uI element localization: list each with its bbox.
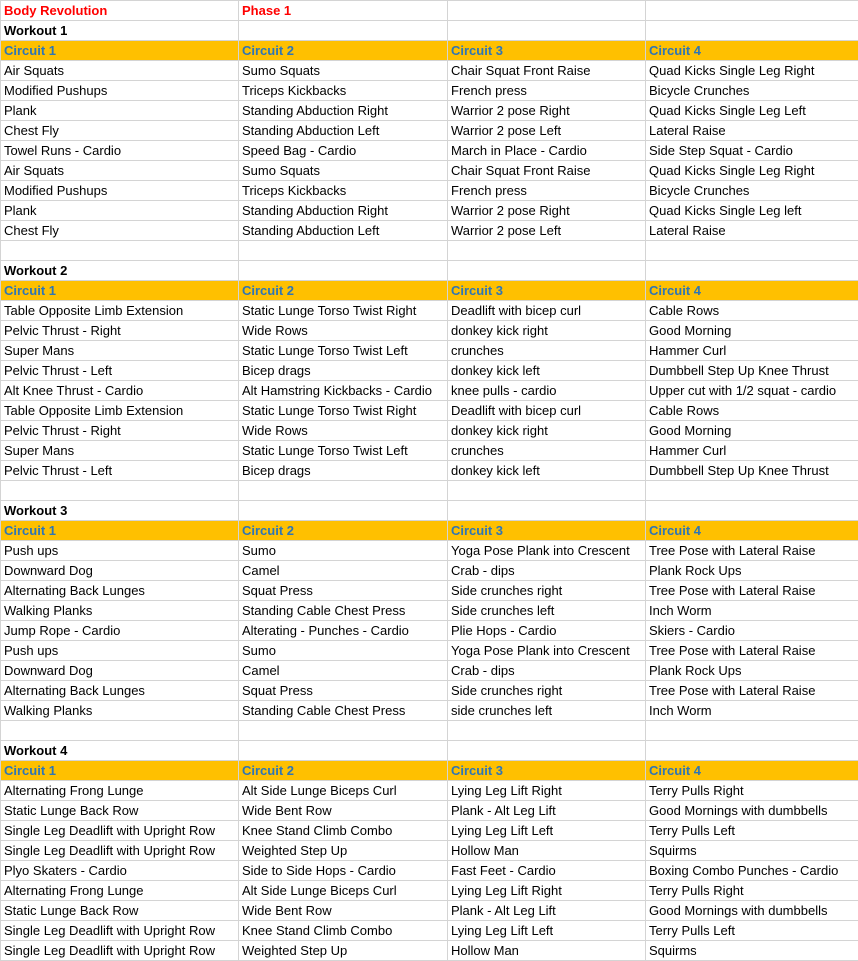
exercise-cell[interactable]: Good Mornings with dumbbells bbox=[646, 801, 858, 821]
exercise-row bbox=[1, 781, 858, 801]
exercise-cell[interactable]: March in Place - Cardio bbox=[448, 141, 646, 161]
exercise-cell[interactable]: Static Lunge Torso Twist Right bbox=[239, 301, 448, 321]
exercise-cell[interactable]: Deadlift with bicep curl bbox=[448, 301, 646, 321]
exercise-cell[interactable]: Side crunches left bbox=[448, 601, 646, 621]
exercise-cell[interactable]: Single Leg Deadlift with Upright Row bbox=[1, 841, 239, 861]
exercise-cell[interactable]: Squat Press bbox=[239, 581, 448, 601]
exercise-cell[interactable]: Alt Hamstring Kickbacks - Cardio bbox=[239, 381, 448, 401]
exercise-cell[interactable]: Plank Rock Ups bbox=[646, 561, 858, 581]
exercise-cell[interactable]: Knee Stand Climb Combo bbox=[239, 821, 448, 841]
exercise-row bbox=[1, 561, 858, 581]
exercise-cell[interactable]: Skiers - Cardio bbox=[646, 621, 858, 641]
spacer-row bbox=[1, 241, 858, 261]
exercise-cell[interactable]: Quad Kicks Single Leg Right bbox=[646, 161, 858, 181]
exercise-cell[interactable]: Wide Rows bbox=[239, 321, 448, 341]
empty-cell[interactable] bbox=[646, 241, 858, 261]
exercise-row bbox=[1, 921, 858, 941]
empty-cell[interactable] bbox=[448, 501, 646, 521]
exercise-cell[interactable]: Lateral Raise bbox=[646, 121, 858, 141]
exercise-cell[interactable]: Squirms bbox=[646, 941, 858, 961]
exercise-row bbox=[1, 441, 858, 461]
circuit-header-row bbox=[1, 521, 858, 541]
exercise-cell[interactable]: Hollow Man bbox=[448, 841, 646, 861]
exercise-cell[interactable]: Jump Rope - Cardio bbox=[1, 621, 239, 641]
empty-cell[interactable] bbox=[646, 1, 858, 21]
exercise-cell[interactable]: Plyo Skaters - Cardio bbox=[1, 861, 239, 881]
exercise-cell[interactable]: Lying Leg Lift Right bbox=[448, 881, 646, 901]
exercise-cell[interactable]: Tree Pose with Lateral Raise bbox=[646, 681, 858, 701]
circuit-header-row bbox=[1, 281, 858, 301]
exercise-cell[interactable]: Single Leg Deadlift with Upright Row bbox=[1, 821, 239, 841]
exercise-cell[interactable]: Lying Leg Lift Left bbox=[448, 921, 646, 941]
exercise-cell[interactable]: Good Mornings with dumbbells bbox=[646, 901, 858, 921]
exercise-cell[interactable]: crunches bbox=[448, 441, 646, 461]
exercise-cell[interactable]: Alternating Back Lunges bbox=[1, 581, 239, 601]
exercise-cell[interactable]: Inch Worm bbox=[646, 701, 858, 721]
exercise-cell[interactable]: Warrior 2 pose Right bbox=[448, 101, 646, 121]
empty-cell[interactable] bbox=[646, 481, 858, 501]
exercise-cell[interactable]: Side Step Squat - Cardio bbox=[646, 141, 858, 161]
exercise-row bbox=[1, 81, 858, 101]
exercise-cell[interactable]: Pelvic Thrust - Right bbox=[1, 421, 239, 441]
empty-cell[interactable] bbox=[1, 481, 239, 501]
exercise-row bbox=[1, 901, 858, 921]
exercise-cell[interactable]: Plie Hops - Cardio bbox=[448, 621, 646, 641]
exercise-cell[interactable]: Good Morning bbox=[646, 321, 858, 341]
exercise-cell[interactable]: Crab - dips bbox=[448, 561, 646, 581]
empty-cell[interactable] bbox=[646, 741, 858, 761]
exercise-cell[interactable]: Single Leg Deadlift with Upright Row bbox=[1, 941, 239, 961]
exercise-row bbox=[1, 861, 858, 881]
exercise-cell[interactable]: Bicycle Crunches bbox=[646, 181, 858, 201]
exercise-row bbox=[1, 581, 858, 601]
exercise-cell[interactable]: Terry Pulls Left bbox=[646, 921, 858, 941]
exercise-cell[interactable]: Tree Pose with Lateral Raise bbox=[646, 581, 858, 601]
exercise-cell[interactable]: Pelvic Thrust - Right bbox=[1, 321, 239, 341]
exercise-cell[interactable]: Wide Bent Row bbox=[239, 801, 448, 821]
circuit-header-4[interactable]: Circuit 4 bbox=[646, 761, 858, 781]
exercise-cell[interactable]: Wide Bent Row bbox=[239, 901, 448, 921]
exercise-row bbox=[1, 881, 858, 901]
circuit-header-row bbox=[1, 41, 858, 61]
exercise-cell[interactable]: Side crunches right bbox=[448, 681, 646, 701]
empty-cell[interactable] bbox=[448, 21, 646, 41]
exercise-cell[interactable]: Inch Worm bbox=[646, 601, 858, 621]
exercise-row bbox=[1, 601, 858, 621]
exercise-cell[interactable]: Wide Rows bbox=[239, 421, 448, 441]
exercise-cell[interactable]: Dumbbell Step Up Knee Thrust bbox=[646, 461, 858, 481]
exercise-cell[interactable]: Weighted Step Up bbox=[239, 841, 448, 861]
circuit-header-4[interactable]: Circuit 4 bbox=[646, 281, 858, 301]
exercise-row bbox=[1, 201, 858, 221]
exercise-row bbox=[1, 541, 858, 561]
circuit-header-2[interactable]: Circuit 2 bbox=[239, 41, 448, 61]
circuit-header-3[interactable]: Circuit 3 bbox=[448, 761, 646, 781]
empty-cell[interactable] bbox=[448, 481, 646, 501]
empty-cell[interactable] bbox=[646, 501, 858, 521]
exercise-cell[interactable]: Warrior 2 pose Left bbox=[448, 221, 646, 241]
circuit-header-1[interactable]: Circuit 1 bbox=[1, 521, 239, 541]
exercise-cell[interactable]: Terry Pulls Right bbox=[646, 781, 858, 801]
exercise-cell[interactable]: Pelvic Thrust - Left bbox=[1, 361, 239, 381]
empty-cell[interactable] bbox=[239, 501, 448, 521]
exercise-cell[interactable]: Plank bbox=[1, 201, 239, 221]
circuit-header-1[interactable]: Circuit 1 bbox=[1, 41, 239, 61]
exercise-cell[interactable]: Table Opposite Limb Extension bbox=[1, 301, 239, 321]
exercise-cell[interactable]: Static Lunge Back Row bbox=[1, 801, 239, 821]
exercise-cell[interactable]: Bicep drags bbox=[239, 461, 448, 481]
exercise-cell[interactable]: Cable Rows bbox=[646, 401, 858, 421]
exercise-cell[interactable]: Super Mans bbox=[1, 341, 239, 361]
workout-header-row bbox=[1, 261, 858, 281]
exercise-cell[interactable]: Alt Knee Thrust - Cardio bbox=[1, 381, 239, 401]
exercise-cell[interactable]: Camel bbox=[239, 661, 448, 681]
exercise-row bbox=[1, 621, 858, 641]
exercise-cell[interactable]: Sumo Squats bbox=[239, 161, 448, 181]
exercise-cell[interactable]: Hammer Curl bbox=[646, 341, 858, 361]
exercise-cell[interactable]: Good Morning bbox=[646, 421, 858, 441]
exercise-cell[interactable]: donkey kick left bbox=[448, 461, 646, 481]
exercise-cell[interactable]: Squat Press bbox=[239, 681, 448, 701]
title-row bbox=[1, 1, 858, 21]
exercise-cell[interactable]: Deadlift with bicep curl bbox=[448, 401, 646, 421]
circuit-header-3[interactable]: Circuit 3 bbox=[448, 41, 646, 61]
empty-cell[interactable] bbox=[1, 241, 239, 261]
workout-header-row bbox=[1, 21, 858, 41]
exercise-cell[interactable]: Quad Kicks Single Leg Left bbox=[646, 101, 858, 121]
exercise-cell[interactable]: Knee Stand Climb Combo bbox=[239, 921, 448, 941]
sheet-body bbox=[1, 1, 858, 961]
exercise-cell[interactable]: Alt Side Lunge Biceps Curl bbox=[239, 781, 448, 801]
exercise-cell[interactable]: Alternating Frong Lunge bbox=[1, 781, 239, 801]
sheet-title[interactable]: Body Revolution bbox=[1, 1, 239, 21]
exercise-cell[interactable]: Static Lunge Torso Twist Left bbox=[239, 341, 448, 361]
exercise-row bbox=[1, 321, 858, 341]
exercise-cell[interactable]: Quad Kicks Single Leg left bbox=[646, 201, 858, 221]
exercise-cell[interactable]: Lying Leg Lift Right bbox=[448, 781, 646, 801]
exercise-row bbox=[1, 61, 858, 81]
exercise-cell[interactable]: Air Squats bbox=[1, 161, 239, 181]
empty-cell[interactable] bbox=[1, 721, 239, 741]
exercise-cell[interactable]: Bicycle Crunches bbox=[646, 81, 858, 101]
exercise-cell[interactable]: Chair Squat Front Raise bbox=[448, 161, 646, 181]
empty-cell[interactable] bbox=[239, 481, 448, 501]
exercise-row bbox=[1, 941, 858, 961]
exercise-cell[interactable]: Chest Fly bbox=[1, 221, 239, 241]
workout-header-row bbox=[1, 741, 858, 761]
workout-name[interactable]: Workout 1 bbox=[1, 21, 239, 41]
exercise-cell[interactable]: Plank Rock Ups bbox=[646, 661, 858, 681]
exercise-cell[interactable]: Weighted Step Up bbox=[239, 941, 448, 961]
exercise-cell[interactable]: Yoga Pose Plank into Crescent bbox=[448, 641, 646, 661]
exercise-row bbox=[1, 221, 858, 241]
exercise-cell[interactable]: Squirms bbox=[646, 841, 858, 861]
exercise-cell[interactable]: Camel bbox=[239, 561, 448, 581]
exercise-cell[interactable]: Alternating Back Lunges bbox=[1, 681, 239, 701]
exercise-cell[interactable]: Sumo Squats bbox=[239, 61, 448, 81]
exercise-cell[interactable]: Side crunches right bbox=[448, 581, 646, 601]
exercise-cell[interactable]: Sumo bbox=[239, 541, 448, 561]
phase-label[interactable]: Phase 1 bbox=[239, 1, 448, 21]
exercise-cell[interactable]: Standing Abduction Right bbox=[239, 201, 448, 221]
exercise-cell[interactable]: Terry Pulls Left bbox=[646, 821, 858, 841]
exercise-row bbox=[1, 821, 858, 841]
exercise-cell[interactable]: donkey kick left bbox=[448, 361, 646, 381]
exercise-cell[interactable]: Bicep drags bbox=[239, 361, 448, 381]
exercise-cell[interactable]: Plank - Alt Leg Lift bbox=[448, 801, 646, 821]
exercise-row bbox=[1, 681, 858, 701]
circuit-header-4[interactable]: Circuit 4 bbox=[646, 521, 858, 541]
exercise-row bbox=[1, 161, 858, 181]
exercise-cell[interactable]: Standing Abduction Left bbox=[239, 221, 448, 241]
exercise-cell[interactable]: Alternating Frong Lunge bbox=[1, 881, 239, 901]
exercise-row bbox=[1, 701, 858, 721]
exercise-cell[interactable]: Single Leg Deadlift with Upright Row bbox=[1, 921, 239, 941]
empty-cell[interactable] bbox=[448, 1, 646, 21]
exercise-cell[interactable]: Upper cut with 1/2 squat - cardio bbox=[646, 381, 858, 401]
exercise-cell[interactable]: Lateral Raise bbox=[646, 221, 858, 241]
exercise-cell[interactable]: Crab - dips bbox=[448, 661, 646, 681]
exercise-cell[interactable]: Downward Dog bbox=[1, 661, 239, 681]
exercise-cell[interactable]: Tree Pose with Lateral Raise bbox=[646, 641, 858, 661]
empty-cell[interactable] bbox=[646, 261, 858, 281]
empty-cell[interactable] bbox=[239, 21, 448, 41]
exercise-cell[interactable]: Walking Planks bbox=[1, 601, 239, 621]
empty-cell[interactable] bbox=[646, 721, 858, 741]
exercise-cell[interactable]: side crunches left bbox=[448, 701, 646, 721]
exercise-cell[interactable]: Chair Squat Front Raise bbox=[448, 61, 646, 81]
exercise-cell[interactable]: Standing Abduction Left bbox=[239, 121, 448, 141]
exercise-cell[interactable]: Pelvic Thrust - Left bbox=[1, 461, 239, 481]
empty-cell[interactable] bbox=[239, 241, 448, 261]
empty-cell[interactable] bbox=[448, 261, 646, 281]
exercise-cell[interactable]: Cable Rows bbox=[646, 301, 858, 321]
exercise-cell[interactable]: crunches bbox=[448, 341, 646, 361]
exercise-cell[interactable]: French press bbox=[448, 81, 646, 101]
exercise-cell[interactable]: Hollow Man bbox=[448, 941, 646, 961]
exercise-cell[interactable]: Static Lunge Back Row bbox=[1, 901, 239, 921]
circuit-header-4[interactable]: Circuit 4 bbox=[646, 41, 858, 61]
exercise-row bbox=[1, 101, 858, 121]
exercise-cell[interactable]: Standing Cable Chest Press bbox=[239, 601, 448, 621]
exercise-cell[interactable]: Triceps Kickbacks bbox=[239, 81, 448, 101]
exercise-cell[interactable]: Air Squats bbox=[1, 61, 239, 81]
exercise-cell[interactable]: Yoga Pose Plank into Crescent bbox=[448, 541, 646, 561]
spacer-row bbox=[1, 721, 858, 741]
exercise-cell[interactable]: Modified Pushups bbox=[1, 81, 239, 101]
exercise-cell[interactable]: Static Lunge Torso Twist Right bbox=[239, 401, 448, 421]
exercise-cell[interactable]: Push ups bbox=[1, 641, 239, 661]
exercise-cell[interactable]: Super Mans bbox=[1, 441, 239, 461]
exercise-cell[interactable]: Modified Pushups bbox=[1, 181, 239, 201]
exercise-cell[interactable]: Push ups bbox=[1, 541, 239, 561]
circuit-header-2[interactable]: Circuit 2 bbox=[239, 521, 448, 541]
circuit-header-row bbox=[1, 761, 858, 781]
exercise-cell[interactable]: Alterating - Punches - Cardio bbox=[239, 621, 448, 641]
empty-cell[interactable] bbox=[448, 721, 646, 741]
exercise-row bbox=[1, 341, 858, 361]
empty-cell[interactable] bbox=[448, 241, 646, 261]
exercise-row bbox=[1, 301, 858, 321]
exercise-cell[interactable]: Lying Leg Lift Left bbox=[448, 821, 646, 841]
empty-cell[interactable] bbox=[239, 721, 448, 741]
workout-name[interactable]: Workout 3 bbox=[1, 501, 239, 521]
workout-name[interactable]: Workout 2 bbox=[1, 261, 239, 281]
empty-cell[interactable] bbox=[448, 741, 646, 761]
exercise-cell[interactable]: Speed Bag - Cardio bbox=[239, 141, 448, 161]
exercise-row bbox=[1, 421, 858, 441]
spacer-row bbox=[1, 481, 858, 501]
exercise-cell[interactable]: knee pulls - cardio bbox=[448, 381, 646, 401]
exercise-cell[interactable]: Sumo bbox=[239, 641, 448, 661]
exercise-row bbox=[1, 801, 858, 821]
circuit-header-3[interactable]: Circuit 3 bbox=[448, 281, 646, 301]
exercise-row bbox=[1, 841, 858, 861]
exercise-cell[interactable]: Warrior 2 pose Left bbox=[448, 121, 646, 141]
exercise-cell[interactable]: Hammer Curl bbox=[646, 441, 858, 461]
exercise-cell[interactable]: Boxing Combo Punches - Cardio bbox=[646, 861, 858, 881]
exercise-cell[interactable]: Standing Cable Chest Press bbox=[239, 701, 448, 721]
exercise-cell[interactable]: Downward Dog bbox=[1, 561, 239, 581]
circuit-header-3[interactable]: Circuit 3 bbox=[448, 521, 646, 541]
exercise-cell[interactable]: Table Opposite Limb Extension bbox=[1, 401, 239, 421]
circuit-header-2[interactable]: Circuit 2 bbox=[239, 281, 448, 301]
exercise-cell[interactable]: Towel Runs - Cardio bbox=[1, 141, 239, 161]
exercise-cell[interactable]: Warrior 2 pose Right bbox=[448, 201, 646, 221]
exercise-cell[interactable]: donkey kick right bbox=[448, 321, 646, 341]
circuit-header-1[interactable]: Circuit 1 bbox=[1, 281, 239, 301]
exercise-row bbox=[1, 141, 858, 161]
exercise-row bbox=[1, 121, 858, 141]
exercise-cell[interactable]: Standing Abduction Right bbox=[239, 101, 448, 121]
exercise-cell[interactable]: Side to Side Hops - Cardio bbox=[239, 861, 448, 881]
exercise-cell[interactable]: Terry Pulls Right bbox=[646, 881, 858, 901]
exercise-row bbox=[1, 641, 858, 661]
exercise-row bbox=[1, 661, 858, 681]
exercise-cell[interactable]: Quad Kicks Single Leg Right bbox=[646, 61, 858, 81]
exercise-row bbox=[1, 401, 858, 421]
empty-cell[interactable] bbox=[239, 741, 448, 761]
exercise-cell[interactable]: Plank - Alt Leg Lift bbox=[448, 901, 646, 921]
exercise-row bbox=[1, 461, 858, 481]
exercise-cell[interactable]: Plank bbox=[1, 101, 239, 121]
circuit-header-2[interactable]: Circuit 2 bbox=[239, 761, 448, 781]
exercise-row bbox=[1, 381, 858, 401]
exercise-cell[interactable]: Dumbbell Step Up Knee Thrust bbox=[646, 361, 858, 381]
exercise-cell[interactable]: Walking Planks bbox=[1, 701, 239, 721]
exercise-cell[interactable]: Chest Fly bbox=[1, 121, 239, 141]
exercise-cell[interactable]: Static Lunge Torso Twist Left bbox=[239, 441, 448, 461]
exercise-row bbox=[1, 181, 858, 201]
empty-cell[interactable] bbox=[239, 261, 448, 281]
workout-name[interactable]: Workout 4 bbox=[1, 741, 239, 761]
exercise-cell[interactable]: French press bbox=[448, 181, 646, 201]
exercise-cell[interactable]: donkey kick right bbox=[448, 421, 646, 441]
exercise-cell[interactable]: Tree Pose with Lateral Raise bbox=[646, 541, 858, 561]
exercise-cell[interactable]: Fast Feet - Cardio bbox=[448, 861, 646, 881]
exercise-cell[interactable]: Triceps Kickbacks bbox=[239, 181, 448, 201]
workout-header-row bbox=[1, 501, 858, 521]
exercise-cell[interactable]: Alt Side Lunge Biceps Curl bbox=[239, 881, 448, 901]
empty-cell[interactable] bbox=[646, 21, 858, 41]
exercise-row bbox=[1, 361, 858, 381]
circuit-header-1[interactable]: Circuit 1 bbox=[1, 761, 239, 781]
